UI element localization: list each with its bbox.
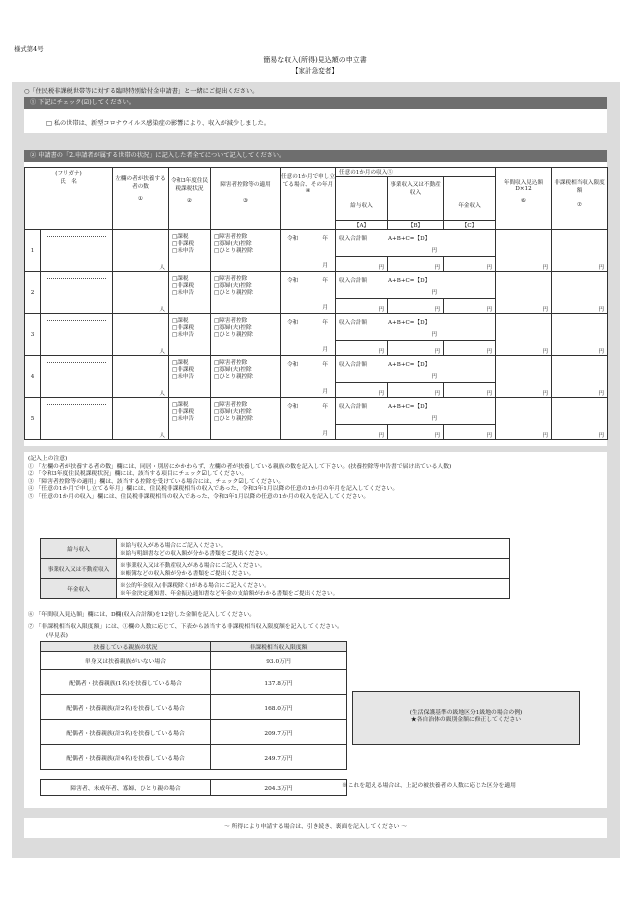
- yen-label: 円: [434, 265, 440, 271]
- mark-b: 【B】: [388, 221, 444, 230]
- deduction-option[interactable]: □ひとり親控除: [214, 332, 253, 339]
- tax-status-cell[interactable]: [169, 272, 211, 314]
- limit-amount: 209.7万円: [211, 720, 347, 745]
- doc-desc: ※給与明細書などの収入額が分かる書類をご提出ください。: [120, 550, 272, 557]
- pension-cell[interactable]: [444, 425, 496, 440]
- yen-label: 円: [378, 349, 384, 355]
- era-label: 令和: [287, 362, 299, 368]
- person-unit: 人: [159, 433, 165, 439]
- note-3: ③ 「障害者控除等の適用」欄は、該当する控除を受けている場合には、チェック☑してください。: [28, 478, 285, 485]
- month-cell[interactable]: [281, 230, 336, 272]
- business-cell[interactable]: [388, 257, 444, 272]
- deduction-option[interactable]: □ひとり親控除: [214, 290, 253, 297]
- page-subtitle: 【家計急変者】: [291, 67, 339, 75]
- household-row: [25, 314, 608, 341]
- grade-box: [352, 691, 580, 745]
- month-cell[interactable]: [281, 398, 336, 440]
- name-label: 氏 名: [60, 179, 77, 185]
- limit-table: [40, 641, 347, 770]
- yen-label: 円: [598, 265, 605, 271]
- col-limit: 非課税相当収入限度額: [554, 180, 605, 194]
- person-unit: 人: [159, 391, 165, 397]
- yen-label: 円: [542, 307, 549, 313]
- tax-option[interactable]: □課税: [172, 318, 189, 324]
- tax-option[interactable]: □非課税: [172, 283, 195, 290]
- annual-cell[interactable]: [496, 272, 552, 314]
- hayami-label: (早見表): [46, 633, 68, 639]
- tax-option[interactable]: □未申告: [172, 374, 195, 381]
- furigana-label: (フリガナ): [55, 171, 82, 177]
- annual-cell[interactable]: [496, 398, 552, 440]
- mark-a: 【A】: [336, 221, 388, 230]
- document-table: [40, 538, 510, 599]
- deduction-option[interactable]: □障害者控除: [214, 234, 248, 240]
- covid-checkbox[interactable]: □ 私の世帯は、新型コロナウイルス感染症の影響により、収入が減少しました。: [46, 120, 271, 127]
- grade-line2: ★各自治体の級別金額に修正してください: [410, 717, 522, 724]
- deduction-cell[interactable]: [211, 398, 281, 440]
- person-unit: 人: [159, 265, 165, 271]
- doc-type-business: 事業収入又は不動産収入: [41, 559, 117, 579]
- doc-type-pension: 年金収入: [41, 579, 117, 599]
- tax-status-cell[interactable]: [169, 314, 211, 356]
- submit-note: ○「住民税非課税世帯等に対する臨時特別給付金申請書」と一緒にご提出ください。: [24, 88, 259, 95]
- person-unit: 人: [159, 307, 165, 313]
- year-label: 年: [322, 404, 328, 410]
- tax-option[interactable]: □非課税: [172, 241, 195, 248]
- pension-cell[interactable]: [444, 299, 496, 314]
- household-row: [25, 230, 608, 257]
- deduction-option[interactable]: □障害者控除: [214, 318, 248, 324]
- yen-label: 円: [486, 349, 493, 355]
- col-business: 事業収入又は不動産収入: [388, 177, 444, 221]
- tax-option[interactable]: □未申告: [172, 416, 195, 423]
- total-label: 収入合計額: [339, 404, 367, 410]
- business-cell[interactable]: [388, 383, 444, 398]
- dependents-cell[interactable]: [113, 398, 169, 440]
- yen-label: 円: [598, 433, 605, 439]
- doc-desc: ※給与収入がある場合にご記入ください。: [120, 542, 227, 549]
- col-deduction: 障害者控除等の適用: [220, 182, 271, 188]
- mark-3: ③: [242, 198, 248, 204]
- special-note: ※これを超える場合は、上記の被扶養者の人数に応じた区分を適用: [342, 783, 516, 789]
- row-number: 1: [25, 230, 41, 272]
- yen-label: 円: [431, 416, 438, 422]
- doc-desc: ※公的年金収入(非課税除く)がある場合にご記入ください。: [120, 582, 270, 589]
- yen-label: 円: [434, 307, 440, 313]
- section2-header: ② 申請書の「2.申請者が属する世帯の状況」に記入した者全てについて記入してください。: [24, 150, 607, 162]
- name-cell[interactable]: [41, 356, 113, 398]
- year-label: 年: [322, 362, 328, 368]
- total-label: 収入合計額: [339, 362, 367, 368]
- note-6: ⑥ 「年間収入見込額」欄には、D欄(収入合計額)を12倍した金額を記入してください。: [28, 612, 256, 618]
- total-formula: A+B+C=【D】: [388, 278, 431, 284]
- section1-header: ① 下記にチェック(☑)してください。: [24, 97, 607, 109]
- household-row: [25, 356, 608, 383]
- yen-label: 円: [434, 349, 440, 355]
- annual-cell[interactable]: [496, 356, 552, 398]
- era-label: 令和: [287, 236, 299, 242]
- limit-amount: 168.0万円: [211, 695, 347, 720]
- household-table: [24, 167, 608, 440]
- total-formula: A+B+C=【D】: [388, 362, 431, 368]
- era-label: 令和: [287, 404, 299, 410]
- section1-body: [24, 109, 607, 133]
- limit-row: [41, 745, 347, 770]
- business-cell[interactable]: [388, 299, 444, 314]
- annual-formula: D×12: [515, 186, 532, 192]
- yen-label: 円: [378, 307, 384, 313]
- yen-label: 円: [486, 391, 493, 397]
- tax-option[interactable]: □課税: [172, 234, 189, 240]
- yen-label: 円: [378, 433, 384, 439]
- doc-desc: ※年金決定通知書、年金振込通知書など年金の支給額がわかる書類をご提出ください。: [120, 590, 339, 597]
- deduction-option[interactable]: □ひとり親控除: [214, 416, 253, 423]
- mark-4: ④: [305, 188, 311, 194]
- grade-line1: (生活保護基準の級地区分1級地の場合の例): [409, 710, 523, 716]
- col-dependents: 左欄の者が扶養する者の数: [115, 176, 166, 190]
- limit-row: [41, 720, 347, 745]
- household-row: [25, 272, 608, 299]
- yen-label: 円: [542, 433, 549, 439]
- note-5: ⑤ 「任意の1か月の収入」欄には、住民税非課税相当の収入であった、令和3年1月以降の任意の1か月の収入を記入してください。: [28, 493, 370, 500]
- yen-label: 円: [598, 391, 605, 397]
- tax-option[interactable]: □課税: [172, 360, 189, 366]
- dependents-cell[interactable]: [113, 272, 169, 314]
- limit-row: [41, 695, 347, 720]
- section2-body: [24, 162, 607, 446]
- yen-label: 円: [431, 290, 438, 296]
- tax-option[interactable]: □非課税: [172, 325, 195, 332]
- yen-label: 円: [431, 332, 438, 338]
- col-tax-status: 令和3年度住民税課税状況: [170, 178, 209, 192]
- form-number: 様式第4号: [14, 45, 44, 53]
- deduction-option[interactable]: □障害者控除: [214, 360, 248, 366]
- name-cell[interactable]: [41, 398, 113, 440]
- row-number: 2: [25, 272, 41, 314]
- deduction-option[interactable]: □寡婦(夫)控除: [214, 409, 252, 416]
- year-label: 年: [322, 320, 328, 326]
- limit-cell[interactable]: [552, 356, 608, 398]
- month-cell[interactable]: [281, 314, 336, 356]
- month-label: 月: [322, 347, 328, 353]
- limit-cell[interactable]: [552, 230, 608, 272]
- total-label: 収入合計額: [339, 236, 367, 242]
- deduction-option[interactable]: □ひとり親控除: [214, 248, 253, 255]
- dependents-cell[interactable]: [113, 230, 169, 272]
- salary-cell[interactable]: [336, 425, 388, 440]
- income-total-cell[interactable]: [336, 398, 496, 425]
- salary-cell[interactable]: [336, 341, 388, 356]
- yen-label: 円: [598, 349, 605, 355]
- mark-2: ②: [186, 198, 192, 204]
- business-cell[interactable]: [388, 425, 444, 440]
- row-number: 3: [25, 314, 41, 356]
- tax-option[interactable]: □課税: [172, 402, 189, 408]
- footer-box: [24, 818, 607, 838]
- note-1: ① 「左欄の者が扶養する者の数」欄には、同居・別居にかかわらず、左欄の者が扶養している親族の数を記入して下さい。(扶養控除等申告書で届け出ている人数): [28, 464, 452, 470]
- name-cell[interactable]: [41, 230, 113, 272]
- year-label: 年: [322, 236, 328, 242]
- deduction-cell[interactable]: [211, 356, 281, 398]
- deduction-option[interactable]: □障害者控除: [214, 402, 248, 408]
- era-label: 令和: [287, 320, 299, 326]
- notes-list: [28, 464, 603, 501]
- limit-amount: 137.8万円: [211, 670, 347, 695]
- yen-label: 円: [542, 391, 549, 397]
- yen-label: 円: [378, 391, 384, 397]
- total-formula: A+B+C=【D】: [388, 320, 431, 326]
- name-cell[interactable]: [41, 314, 113, 356]
- income-total-cell[interactable]: [336, 230, 496, 257]
- tax-option[interactable]: □未申告: [172, 290, 195, 297]
- tax-option[interactable]: □未申告: [172, 332, 195, 339]
- month-label: 月: [322, 305, 328, 311]
- income-group-header: 任意の1か月の収入⑤: [336, 168, 496, 177]
- col-pension: 年金収入: [444, 177, 496, 221]
- pension-cell[interactable]: [444, 257, 496, 272]
- name-cell[interactable]: [41, 272, 113, 314]
- deduction-option[interactable]: □寡婦(夫)控除: [214, 367, 252, 374]
- tax-option[interactable]: □未申告: [172, 248, 195, 255]
- income-total-cell[interactable]: [336, 314, 496, 341]
- deduction-cell[interactable]: [211, 314, 281, 356]
- yen-label: 円: [431, 374, 438, 380]
- notes-heading: (記入上の注意): [28, 456, 68, 462]
- doc-desc: ※事業収入又は不動産収入がある場合にご記入ください。: [120, 562, 266, 569]
- col-annual: 年間収入見込額: [503, 180, 544, 186]
- pension-cell[interactable]: [444, 341, 496, 356]
- limit-status: 配偶者・扶養親族(計4名)を扶養している場合: [41, 745, 211, 770]
- row-number: 4: [25, 356, 41, 398]
- yen-label: 円: [542, 349, 549, 355]
- total-label: 収入合計額: [339, 278, 367, 284]
- note-4: ④ 「任意の1か月で申し立てる年月」欄には、住民税非課税相当の収入であった、令和3年1月以降の任意の1か月の年月を記入してください。: [28, 486, 399, 493]
- limit-cell[interactable]: [552, 398, 608, 440]
- salary-cell[interactable]: [336, 383, 388, 398]
- tax-status-cell[interactable]: [169, 230, 211, 272]
- limit-row: [41, 652, 347, 670]
- yen-label: 円: [598, 307, 605, 313]
- tax-option[interactable]: □非課税: [172, 367, 195, 374]
- limit-status: 配偶者・扶養親族(計2名)を扶養している場合: [41, 695, 211, 720]
- month-label: 月: [322, 263, 328, 269]
- special-label: 障害者、未成年者、寡婦、ひとり親の場合: [41, 780, 211, 796]
- income-total-cell[interactable]: [336, 356, 496, 383]
- mark-7: ⑦: [577, 202, 583, 208]
- salary-cell[interactable]: [336, 257, 388, 272]
- month-cell[interactable]: [281, 272, 336, 314]
- year-label: 年: [322, 278, 328, 284]
- annual-cell[interactable]: [496, 314, 552, 356]
- limit-row: [41, 670, 347, 695]
- annual-cell[interactable]: [496, 230, 552, 272]
- col-month: 任意の1か月で申し立てる場合、その年月: [281, 174, 335, 188]
- limit-amount: 93.0万円: [211, 652, 347, 670]
- special-table: [40, 779, 347, 796]
- deduction-option[interactable]: □障害者控除: [214, 276, 248, 282]
- tax-status-cell[interactable]: [169, 398, 211, 440]
- dependents-cell[interactable]: [113, 356, 169, 398]
- limit-status: 配偶者・扶養親族(計3名)を扶養している場合: [41, 720, 211, 745]
- limit-cell[interactable]: [552, 272, 608, 314]
- household-row: [25, 398, 608, 425]
- limit-header-amount: 非課税相当収入限度額: [211, 642, 347, 652]
- total-formula: A+B+C=【D】: [388, 236, 431, 242]
- tax-option[interactable]: □課税: [172, 276, 189, 282]
- tax-status-cell[interactable]: [169, 356, 211, 398]
- limit-status: 配偶者・扶養親族(1名)を扶養している場合: [41, 670, 211, 695]
- yen-label: 円: [434, 391, 440, 397]
- notes-section: [24, 452, 607, 808]
- income-total-cell[interactable]: [336, 272, 496, 299]
- dependents-cell[interactable]: [113, 314, 169, 356]
- month-label: 月: [322, 431, 328, 437]
- note-2: ② 「令和3年度住民税課税状況」欄には、該当する項目にチェック☑してください。: [28, 471, 248, 478]
- yen-label: 円: [542, 265, 549, 271]
- total-formula: A+B+C=【D】: [388, 404, 431, 410]
- mark-1: ①: [137, 196, 143, 202]
- deduction-option[interactable]: □寡婦(夫)控除: [214, 283, 252, 290]
- pension-cell[interactable]: [444, 383, 496, 398]
- era-label: 令和: [287, 278, 299, 284]
- month-label: 月: [322, 389, 328, 395]
- footer-text: ～ 所得により申請する場合は、引き続き、裏面を記入してください ～: [223, 824, 408, 830]
- limit-amount: 249.7万円: [211, 745, 347, 770]
- doc-type-salary: 給与収入: [41, 539, 117, 559]
- limit-cell[interactable]: [552, 314, 608, 356]
- deduction-option[interactable]: □ひとり親控除: [214, 374, 253, 381]
- person-unit: 人: [159, 349, 165, 355]
- page-title: 簡易な収入(所得)見込額の申立書: [263, 56, 367, 64]
- total-label: 収入合計額: [339, 320, 367, 326]
- deduction-cell[interactable]: [211, 230, 281, 272]
- col-salary: 給与収入: [336, 177, 388, 221]
- note-7: ⑦ 「非課税相当収入限度額」には、①欄の人数に応じて、下表から該当する非課税相当収入限度額を記入してください。: [28, 624, 343, 630]
- mark-c: 【C】: [444, 221, 496, 230]
- doc-desc: ※帳簿などの収入額が分かる書類をご提出ください。: [120, 570, 255, 577]
- yen-label: 円: [486, 433, 493, 439]
- special-amount: 204.3万円: [211, 780, 347, 796]
- month-cell[interactable]: [281, 356, 336, 398]
- deduction-cell[interactable]: [211, 272, 281, 314]
- business-cell[interactable]: [388, 341, 444, 356]
- yen-label: 円: [434, 433, 440, 439]
- salary-cell[interactable]: [336, 299, 388, 314]
- tax-option[interactable]: □非課税: [172, 409, 195, 416]
- limit-status: 単身又は扶養親族がいない場合: [41, 652, 211, 670]
- limit-header-status: 扶養している親族の状況: [41, 642, 211, 652]
- yen-label: 円: [378, 265, 384, 271]
- deduction-option[interactable]: □寡婦(夫)控除: [214, 325, 252, 332]
- deduction-option[interactable]: □寡婦(夫)控除: [214, 241, 252, 248]
- mark-6: ⑥: [521, 198, 527, 204]
- row-number: 5: [25, 398, 41, 440]
- yen-label: 円: [486, 307, 493, 313]
- yen-label: 円: [431, 248, 438, 254]
- yen-label: 円: [486, 265, 493, 271]
